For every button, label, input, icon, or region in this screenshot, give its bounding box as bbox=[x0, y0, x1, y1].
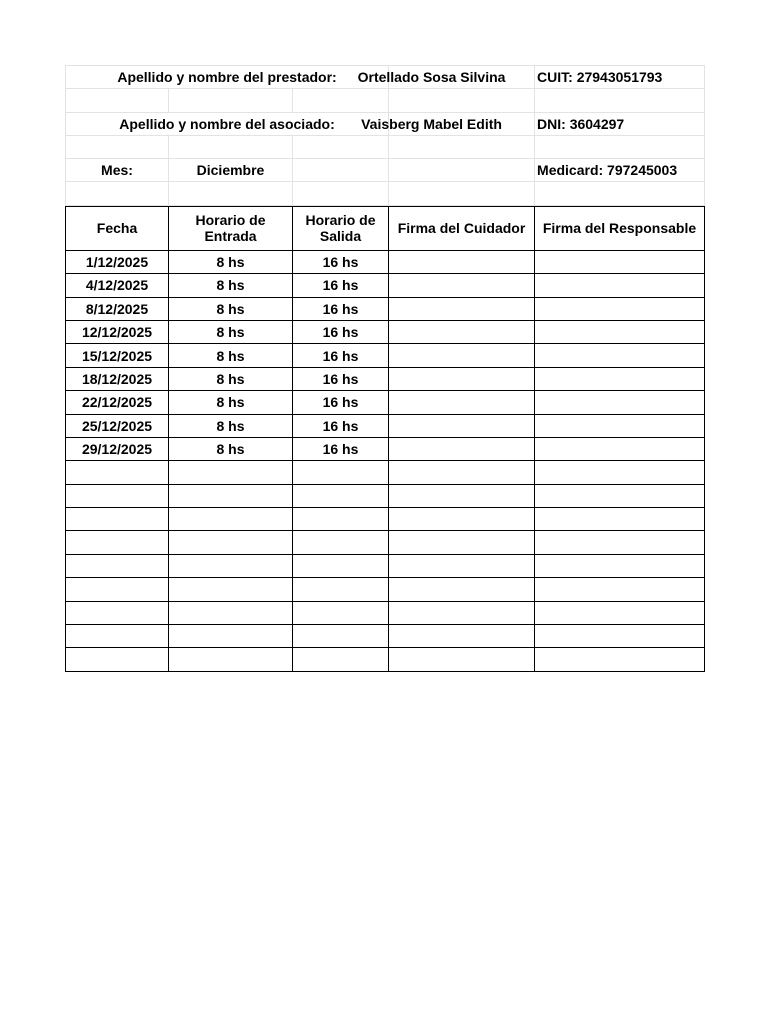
cell-firma-responsable bbox=[535, 531, 705, 554]
spacer-row bbox=[66, 182, 705, 205]
cell-salida bbox=[293, 531, 389, 554]
medicard-value: Medicard: 797245003 bbox=[535, 159, 705, 182]
cell-salida: 16 hs bbox=[293, 274, 389, 297]
mes-row bbox=[66, 159, 705, 182]
dni-value: DNI: 3604297 bbox=[535, 112, 705, 135]
spacer-row bbox=[66, 89, 705, 112]
cell-entrada bbox=[169, 648, 293, 671]
table-row bbox=[66, 484, 705, 507]
cell-firma-responsable bbox=[535, 414, 705, 437]
cell-fecha bbox=[66, 461, 169, 484]
cell-firma-cuidador bbox=[389, 391, 535, 414]
cell-salida bbox=[293, 484, 389, 507]
cell-salida bbox=[293, 554, 389, 577]
cell-entrada: 8 hs bbox=[169, 367, 293, 390]
cell-entrada: 8 hs bbox=[169, 274, 293, 297]
cell-entrada bbox=[169, 601, 293, 624]
table-row bbox=[66, 648, 705, 671]
table-row bbox=[66, 297, 705, 320]
table-row bbox=[66, 601, 705, 624]
table-row bbox=[66, 250, 705, 273]
cell-firma-cuidador bbox=[389, 508, 535, 531]
asociado-value bbox=[361, 112, 535, 135]
cell-firma-cuidador bbox=[389, 625, 535, 648]
cell-salida: 16 hs bbox=[293, 320, 389, 343]
table-row bbox=[66, 554, 705, 577]
cell-firma-cuidador bbox=[389, 437, 535, 460]
attendance-table bbox=[65, 206, 705, 672]
cell-fecha: 4/12/2025 bbox=[66, 274, 169, 297]
cell-fecha bbox=[66, 554, 169, 577]
cell-firma-responsable bbox=[535, 484, 705, 507]
prestador-label: Apellido y nombre del prestador: bbox=[66, 66, 389, 89]
cell-entrada: 8 hs bbox=[169, 297, 293, 320]
cell-firma-responsable bbox=[535, 250, 705, 273]
cell-firma-responsable bbox=[535, 461, 705, 484]
prestador-row bbox=[66, 66, 705, 89]
cell-salida: 16 hs bbox=[293, 250, 389, 273]
cell-firma-cuidador bbox=[389, 484, 535, 507]
cell-salida bbox=[293, 625, 389, 648]
column-header-firma-cuidador: Firma del Cuidador bbox=[389, 206, 535, 250]
cell-entrada bbox=[169, 508, 293, 531]
cell-firma-cuidador bbox=[389, 648, 535, 671]
cell-entrada: 8 hs bbox=[169, 250, 293, 273]
cell-firma-cuidador bbox=[389, 297, 535, 320]
cell-fecha: 25/12/2025 bbox=[66, 414, 169, 437]
cell-entrada: 8 hs bbox=[169, 391, 293, 414]
cell-salida: 16 hs bbox=[293, 367, 389, 390]
cell-entrada bbox=[169, 531, 293, 554]
cell-entrada: 8 hs bbox=[169, 344, 293, 367]
asociado-row bbox=[66, 112, 705, 135]
cell-fecha bbox=[66, 625, 169, 648]
cell-salida bbox=[293, 578, 389, 601]
cell-fecha: 15/12/2025 bbox=[66, 344, 169, 367]
prestador-value bbox=[357, 66, 535, 89]
spacer-row bbox=[66, 135, 705, 158]
cell-firma-cuidador bbox=[389, 554, 535, 577]
cell-salida: 16 hs bbox=[293, 344, 389, 367]
cell-fecha: 12/12/2025 bbox=[66, 320, 169, 343]
cell-firma-cuidador bbox=[389, 578, 535, 601]
column-header-salida: Horario de Salida bbox=[293, 206, 389, 250]
cell-salida bbox=[293, 508, 389, 531]
cell-firma-cuidador bbox=[389, 414, 535, 437]
mes-label: Mes: bbox=[66, 159, 169, 182]
cell-firma-cuidador bbox=[389, 531, 535, 554]
column-header-fecha: Fecha bbox=[66, 206, 169, 250]
cell-entrada: 8 hs bbox=[169, 320, 293, 343]
cell-firma-cuidador bbox=[389, 250, 535, 273]
cell-firma-responsable bbox=[535, 367, 705, 390]
cell-fecha: 8/12/2025 bbox=[66, 297, 169, 320]
table-row bbox=[66, 367, 705, 390]
cell-entrada bbox=[169, 625, 293, 648]
cell-salida: 16 hs bbox=[293, 391, 389, 414]
cell-firma-responsable bbox=[535, 320, 705, 343]
cell-entrada bbox=[169, 578, 293, 601]
cell-salida bbox=[293, 461, 389, 484]
cell-fecha bbox=[66, 578, 169, 601]
cell-firma-responsable bbox=[535, 437, 705, 460]
cell-firma-cuidador bbox=[389, 274, 535, 297]
cell-entrada bbox=[169, 461, 293, 484]
header-info-table bbox=[65, 65, 705, 206]
cell-entrada bbox=[169, 484, 293, 507]
cell-firma-responsable bbox=[535, 391, 705, 414]
cell-fecha: 22/12/2025 bbox=[66, 391, 169, 414]
cell-firma-responsable bbox=[535, 274, 705, 297]
table-row bbox=[66, 274, 705, 297]
cell-fecha: 18/12/2025 bbox=[66, 367, 169, 390]
cell-fecha bbox=[66, 508, 169, 531]
cell-salida bbox=[293, 648, 389, 671]
cell-firma-responsable bbox=[535, 344, 705, 367]
cell-firma-responsable bbox=[535, 578, 705, 601]
attendance-sheet bbox=[65, 65, 704, 672]
table-row bbox=[66, 531, 705, 554]
prestador-value-text: Ortellado Sosa Silvina bbox=[357, 69, 506, 86]
table-header-row bbox=[66, 206, 705, 250]
table-row bbox=[66, 344, 705, 367]
cell-firma-cuidador bbox=[389, 344, 535, 367]
cell-entrada: 8 hs bbox=[169, 437, 293, 460]
cuit-value: CUIT: 27943051793 bbox=[535, 66, 705, 89]
table-row bbox=[66, 508, 705, 531]
table-row bbox=[66, 391, 705, 414]
cell-entrada: 8 hs bbox=[169, 414, 293, 437]
cell-firma-responsable bbox=[535, 297, 705, 320]
cell-fecha: 29/12/2025 bbox=[66, 437, 169, 460]
mes-value: Diciembre bbox=[169, 159, 293, 182]
cell-firma-responsable bbox=[535, 508, 705, 531]
cell-firma-responsable bbox=[535, 554, 705, 577]
cell-firma-responsable bbox=[535, 601, 705, 624]
cell-fecha: 1/12/2025 bbox=[66, 250, 169, 273]
table-row bbox=[66, 414, 705, 437]
cell-entrada bbox=[169, 554, 293, 577]
cell-fecha bbox=[66, 531, 169, 554]
table-row bbox=[66, 625, 705, 648]
asociado-value-text: Vaisberg Mabel Edith bbox=[361, 115, 502, 132]
cell-firma-responsable bbox=[535, 625, 705, 648]
table-row bbox=[66, 461, 705, 484]
column-header-entrada: Horario de Entrada bbox=[169, 206, 293, 250]
cell-fecha bbox=[66, 601, 169, 624]
column-header-firma-responsable: Firma del Responsable bbox=[535, 206, 705, 250]
cell-salida: 16 hs bbox=[293, 297, 389, 320]
cell-firma-responsable bbox=[535, 648, 705, 671]
cell-salida: 16 hs bbox=[293, 414, 389, 437]
cell-firma-cuidador bbox=[389, 320, 535, 343]
table-row bbox=[66, 320, 705, 343]
cell-firma-cuidador bbox=[389, 461, 535, 484]
cell-salida: 16 hs bbox=[293, 437, 389, 460]
table-row bbox=[66, 437, 705, 460]
cell-fecha bbox=[66, 648, 169, 671]
cell-firma-cuidador bbox=[389, 367, 535, 390]
table-row bbox=[66, 578, 705, 601]
asociado-label: Apellido y nombre del asociado: bbox=[66, 112, 389, 135]
cell-firma-cuidador bbox=[389, 601, 535, 624]
cell-fecha bbox=[66, 484, 169, 507]
cell-salida bbox=[293, 601, 389, 624]
